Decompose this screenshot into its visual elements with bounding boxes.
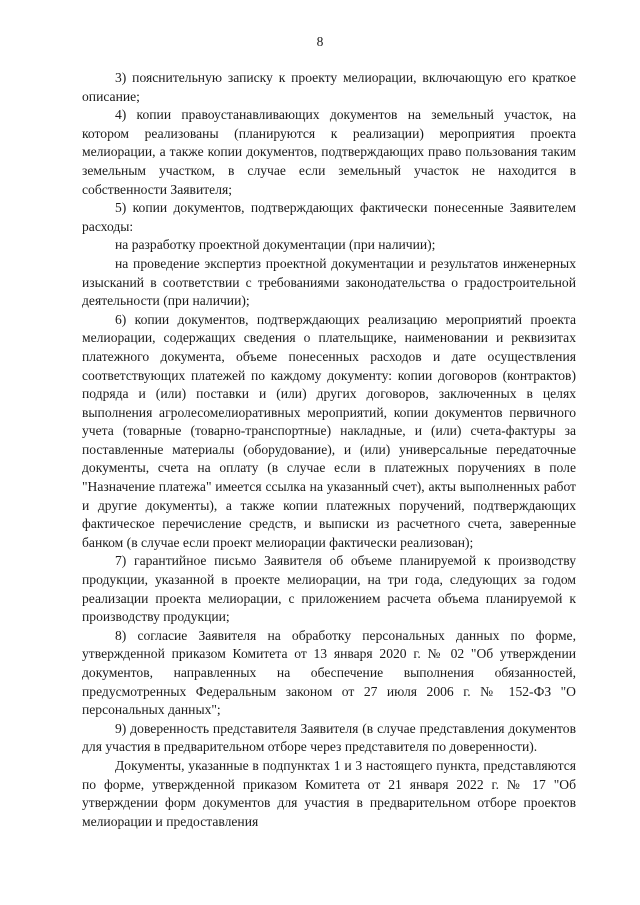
paragraph-item-5: 5) копии документов, подтверждающих фактически понесенные Заявителем расходы: xyxy=(82,200,576,234)
paragraph-item-3: 3) пояснительную записку к проекту мелиорации, включающую его краткое описание; xyxy=(82,70,576,104)
paragraph-item-5-design: на разработку проектной документации (при наличии); xyxy=(115,237,436,253)
paragraph-item-7: 7) гарантийное письмо Заявителя об объеме планируемой к производству продукции, указанной в проекте мелиорации, на три года, следующих за годом реализации проекта мелиорации, с приложением расчета объема планируемой к производству продукции; xyxy=(82,553,576,625)
document-body xyxy=(82,69,576,831)
paragraph-item-6: 6) копии документов, подтверждающих реализацию мероприятий проекта мелиорации, содержащих сведения о плательщике, наименовании и реквизитах платежного документа, объеме понесенных расходов и дате осуществления соответствующих платежей по каждому документу: копии договоров (контрактов) подряда и (или) поставки и (или) других договоров, заключенных в целях выполнения агролесомелиоративных мероприятий, копии документов первичного учета (товарные (товарно-транспортные) накладные, и (или) счета-фактуры за поставленные материалы (оборудование), и (или) универсальные передаточные документы, счета на оплату (в случае если в платежных поручениях в поле "Назначение платежа" имеется ссылка на указанный счет), акты выполненных работ и другие документы), а также копии платежных поручений, подтверждающих фактическое перечисление средств, и выписки из расчетного счета, заверенные банком (в случае если проект мелиорации фактически реализован); xyxy=(82,311,576,550)
page-number: 8 xyxy=(316,34,324,49)
paragraph-item-4: 4) копии правоустанавливающих документов на земельный участок, на котором реализованы (планируются к реализации) мероприятия проекта мелиорации, а также копии документов, подтверждающих право пользования таким земельным участком, в случае если земельный участок не находится в собственности Заявителя; xyxy=(82,107,576,197)
paragraph-item-8: 8) согласие Заявителя на обработку персональных данных по форме, утвержденной приказом Комитета от 13 января 2020 г. № 02 "Об утверждении документов, направленных на обеспечение выполнения обязанностей, предусмотренных Федеральным законом от 27 июля 2006 г. № 152-ФЗ "О персональных данных"; xyxy=(82,627,576,718)
paragraph-item-5-expertise: на проведение экспертиз проектной документации и результатов инженерных изысканий в соответствии с требованиями законодательства о градостроительной деятельности (при наличии); xyxy=(82,255,576,309)
paragraph-closing: Документы, указанные в подпунктах 1 и 3 настоящего пункта, представляются по форме, утвержденной приказом Комитета от 21 января 2022 г. № 17 "Об утверждении форм документов для участия в предварительном отборе проектов мелиорации и предоставления xyxy=(82,757,576,829)
paragraph-item-9: 9) доверенность представителя Заявителя (в случае представления документов для участия в предварительном отборе через представителя по доверенности). xyxy=(82,720,576,755)
